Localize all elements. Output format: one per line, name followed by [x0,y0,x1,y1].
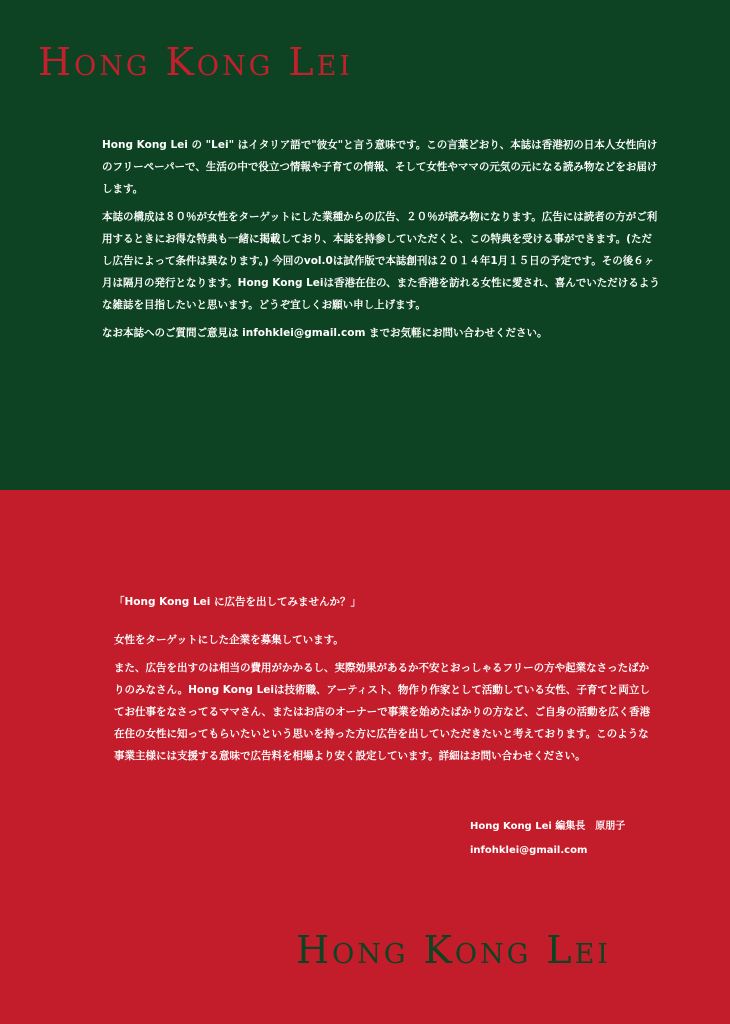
editor-signature [470,816,625,864]
ad-heading: 「Hong Kong Lei に広告を出してみませんか？」 [114,596,362,608]
editor-name: Hong Kong Lei 編集長 原朋子 [470,821,626,832]
intro-paragraph-1: Hong Kong Lei の "Lei" はイタリア語で"彼女"と言う意味です。この言葉どおり、本誌は香港初の日本人女性向けのフリーペーパーで、生活の中で役立つ情報や子育ての情報、そして女性やママの元気の元になる読み物などをお届けします。 [102,139,658,195]
ad-subheading: 女性をターゲットにした企業を募集しています。 [114,634,344,646]
editor-email: infohklei@gmail.com [470,845,588,856]
advertising-text-block [114,591,654,767]
logo-top: Hong Kong Lei [38,40,353,84]
logo-bottom: Hong Kong Lei [296,928,611,972]
ad-body: また、広告を出すのは相当の費用がかかるし、実際効果があるか不安とおっしゃるフリーの方や起業なさったばかりのみなさん。Hong Kong Leiは技術職、アーティスト、物作り作家として活動している女性、子育てと両立してお仕事をなさってるママさん、またはお店のオーナーで事業を始めたばかりの方など、ご自身の活動を広く香港在住の女性に知ってもらいたいという思いを持った方に広告を出していただきたいと考えております。このような事業主様には支援する意味で広告料を相場より安く設定しています。詳細はお問い合わせください。 [114,662,651,762]
top-green-panel [0,0,730,490]
intro-text-block [102,134,662,350]
intro-paragraph-2: 本誌の構成は８０％が女性をターゲットにした業種からの広告、２０％が読み物になります。広告には読者の方がご利用するときにお得な特典も一緒に掲載しており、本誌を持参していただくと、この特典を受ける事ができます。(ただし広告によって条件は異なります。) 今回のvol.0は試作版で本誌創刊は２０１４年1月１５日の予定です。その後６ヶ月は隔月の発行となります。Hong Kong Leiは香港在住の、また香港を訪れる女性に愛され、喜んでいただけるような雑誌を目指したいと思います。どうぞ宜しくお願い申し上げます。 [102,211,660,311]
intro-paragraph-3: なお本誌へのご質問ご意見は infohklei@gmail.com までお気軽にお問い合わせください。 [102,327,548,339]
